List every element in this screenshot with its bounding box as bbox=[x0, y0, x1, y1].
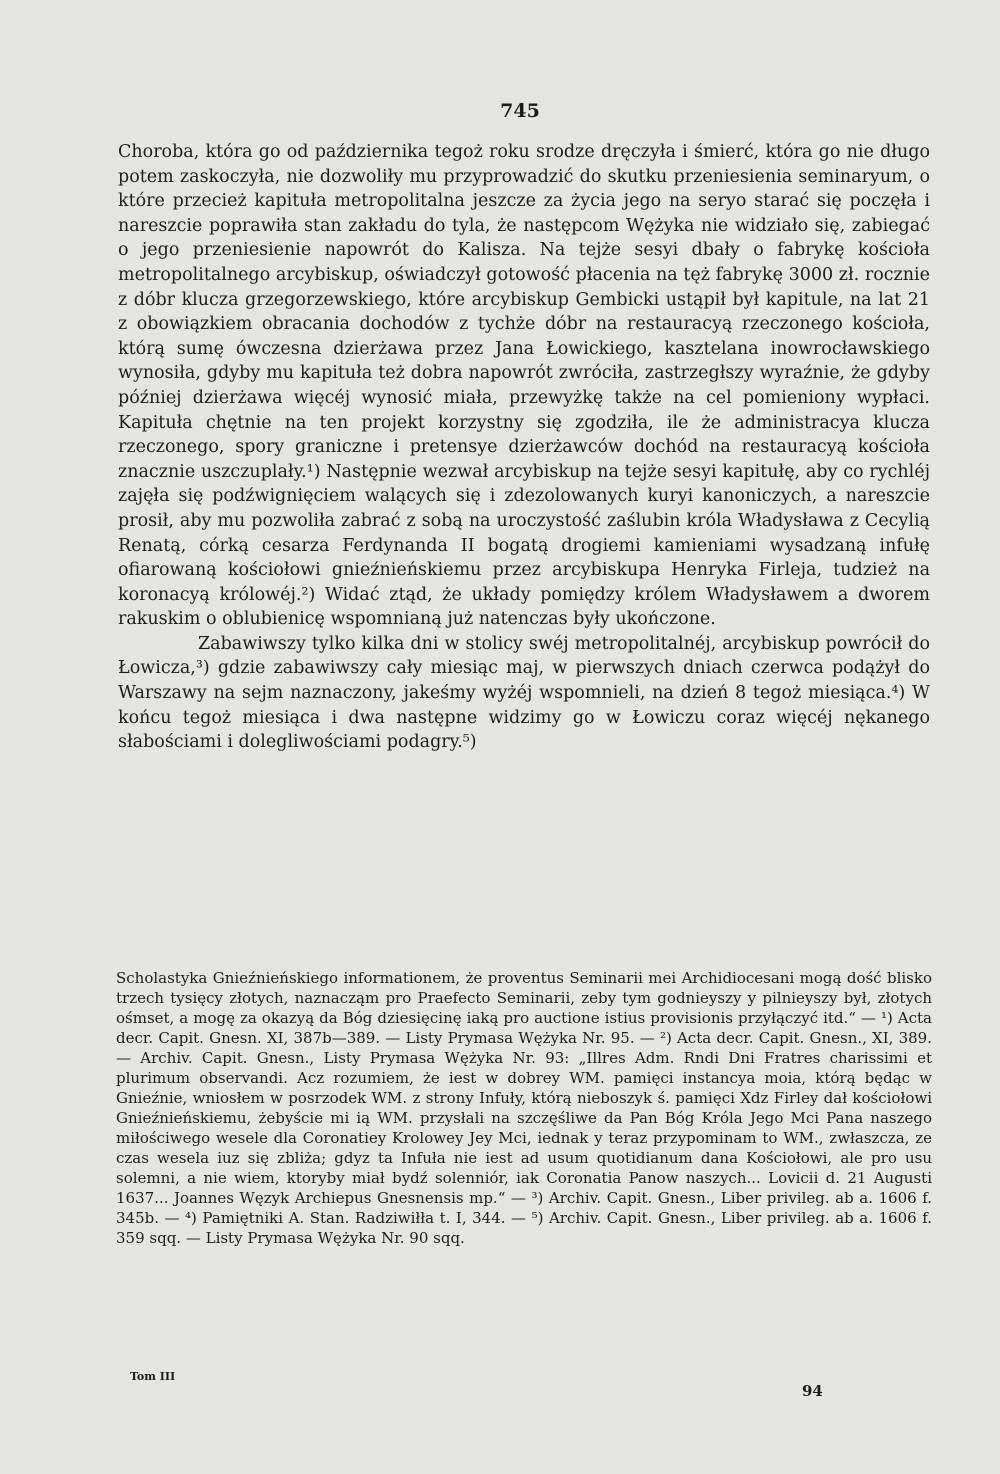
main-paragraph: Zabawiwszy tylko kilka dni w stolicy swéj metropolitalnéj, arcybiskup powrócił do Łowicza,³) gdzie zabawiwszy cały miesiąc maj, w pierwszych dniach czerwca podążył do Warszawy na sejm naznaczony, jakeśmy wyżéj wspomnieli, na dzień 8 tegoż miesiąca.⁴) W końcu tegoż miesiąca i dwa następne widzimy go w Łowiczu coraz więcéj nękanego słabościami i dolegliwościami podagry.⁵) bbox=[118, 633, 930, 753]
footnote-text: Scholastyka Gnieźnieńskiego informationem, że proventus Seminarii mei Archidiocesani mogą dość blisko trzech tysięcy złotych, naznacząm pro Praefecto Seminarii, zeby tym godnieyszy y pilnieyszy był, złotych ośmset, a mogę za okazyą da Bóg dziesięcinę iaką pro auctione istius provisionis przyłączyć itd.“ — ¹) Acta decr. Capit. Gnesn. XI, 387b—389. — Listy Prymasa Wężyka Nr. 95. — ²) Acta decr. Capit. Gnesn., XI, 389. — Archiv. Capit. Gnesn., Listy Prymasa Wężyka Nr. 93: „Illres Adm. Rndi Dni Fratres charissimi et plurimum observandi. Acz rozumiem, że iest w dobrey WM. pamięci instancya moia, którą będąc w Gnieźnie, wniosłem w posrzodek WM. z strony Infuły, którą nieboszyk ś. pamięci Xdz Firley dał kościołowi Gnieźnieńskiemu, żebyście mi ią WM. przysłali na szczęśliwe da Pan Bóg Króla Jego Mci Pana naszego miłościwego wesele dla Coronatiey Krolowey Jey Mci, iednak y teraz przypominam to WM., zwłaszcza, ze czas wesela iuz się zbliża; gdyz ta Infuła nie iest ad usum quotidianum dana Kościołowi, ale pro usu solemni, a nie wiem, ktoryby miał bydź solenniór, iak Coronatia Panow naszych... Lovicii d. 21 Augusti 1637... Joannes Węzyk Archiepus Gnesnensis mp.“ — ³) Archiv. Capit. Gnesn., Liber privileg. ab a. 1606 f. 345b. — ⁴) Pamiętniki A. Stan. Radziwiłła t. I, 344. — ⁵) Archiv. Capit. Gnesn., Liber privileg. ab a. 1606 f. 359 sqq. — Listy Prymasa Wężyka Nr. 90 sqq. bbox=[116, 969, 932, 1247]
page-number: 745 bbox=[500, 100, 540, 122]
footnotes bbox=[116, 968, 932, 1248]
volume-signature: Tom III bbox=[130, 1370, 176, 1383]
main-text bbox=[118, 140, 930, 755]
main-paragraph: Choroba, która go od października tegoż roku srodze dręczyła i śmierć, która go nie długo potem zaskoczyła, nie dozwoliły mu przyprowadzić do skutku przeniesienia seminaryum, o które przecież kapituła metropolitalna jeszcze za życia jego na seryo starać się poczęła i nareszcie poprawiła stan zakładu do tyla, że następcom Wężyka nie widziało się, zabiegać o jego przeniesienie napowrót do Kalisza. Na tejże sesyi dbały o fabrykę kościoła metropolitalnego arcybiskup, oświadczył gotowość płacenia na tęż fabrykę 3000 zł. rocznie z dóbr klucza grzegorzewskiego, które arcybiskup Gembicki ustąpił był kapitule, na lat 21 z obowiązkiem obracania dochodów z tychże dóbr na restauracyą rzeczonego kościoła, którą sumę ówczesna dzierżawa przez Jana Łowickiego, kasztelana inowrocławskiego wynosiła, gdyby mu kapituła też dobra napowrót zwróciła, zastrzegłszy wyraźnie, że gdyby później dzierżawa więcéj wynosić miała, przewyżkę także na cel pomieniony wypłaci. Kapituła chętnie na ten projekt korzystny się zgodziła, ile że administracya klucza rzeczonego, spory graniczne i pretensye dzierżawców dochód na restauracyą kościoła znacznie uszczuplały.¹) Następnie wezwał arcybiskup na tejże sesyi kapitułę, aby co rychléj zajęła się podźwignięciem walących się i zdezolowanych kuryi kanoniczych, a nareszcie prosił, aby mu pozwoliła zabrać z sobą na uroczystość zaślubin króla Władysława z Cecylią Renatą, córką cesarza Ferdynanda II bogatą drogiemi kamieniami wysadzaną infułę ofiarowaną kościołowi gnieźnieńskiemu przez arcybiskupa Henryka Firleja, tudzież na koronacyą królowéj.²) Widać ztąd, że układy pomiędzy królem Władysławem a dworem rakuskim o oblubienicę wspomnianą już natenczas były ukończone. bbox=[118, 142, 930, 630]
sheet-signature: 94 bbox=[802, 1382, 823, 1400]
